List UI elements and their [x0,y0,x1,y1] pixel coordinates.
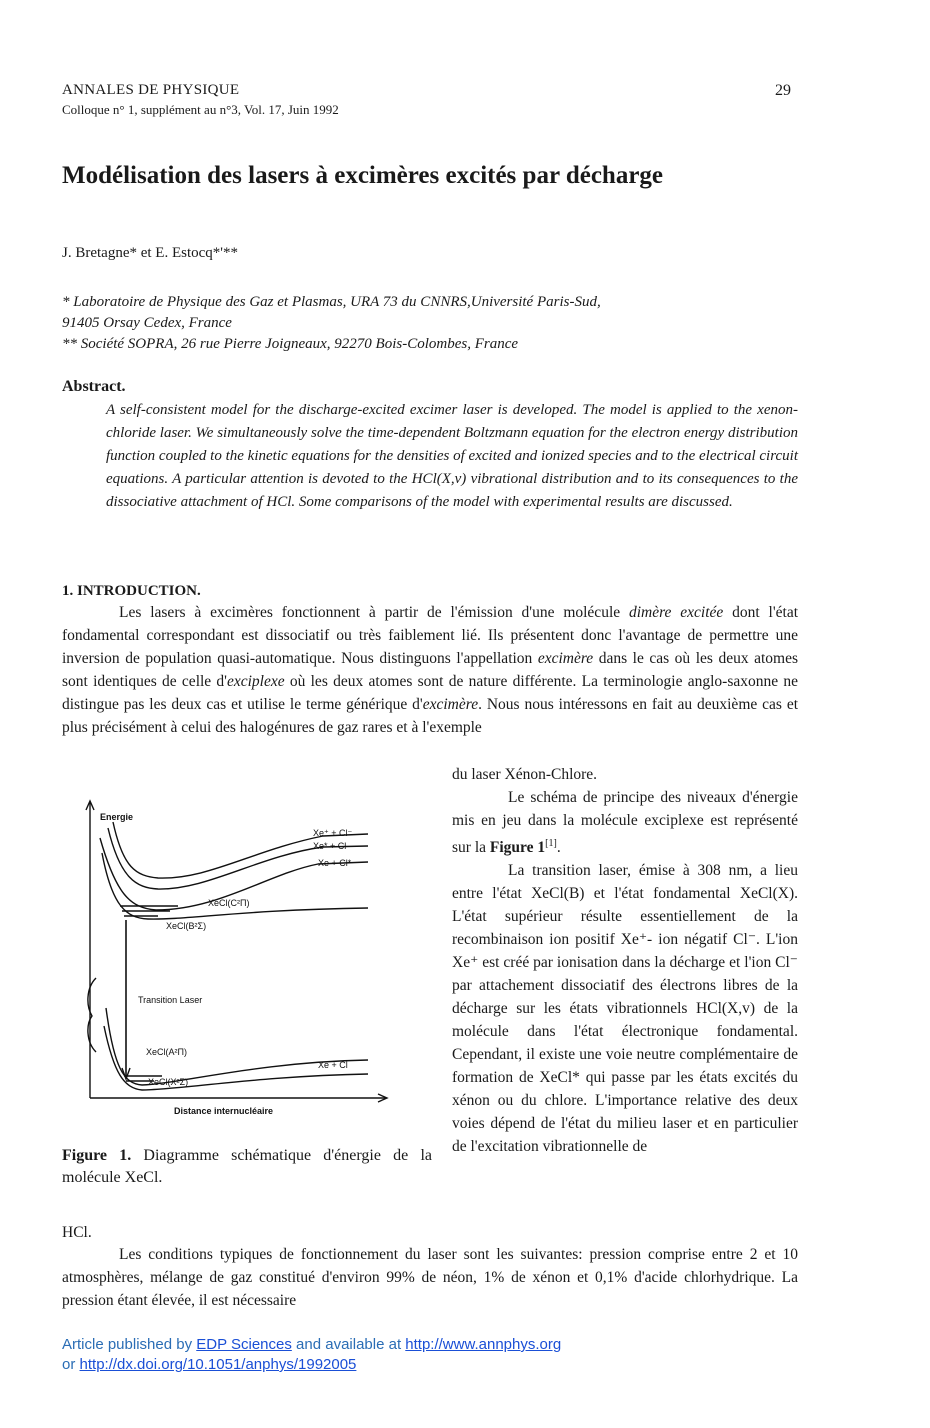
affiliation-line: * Laboratoire de Physique des Gaz et Plasmas, URA 73 du CNNRS,Université Paris-Sud, [62,294,601,310]
transition-label: Transition Laser [138,995,203,1005]
intro-paragraph: Les lasers à excimères fonctionnent à partir de l'émission d'une molécule dimère excitée dont l'état fondamental correspondant est dissociatif ou très faiblement lié. Ils présentent donc l'avantage de permettre une inversion de population quasi-automatique. Nous distinguons l'appellation excimère dans le cas où les deux atomes sont identiques de celle d'exciplexe où les deux atomes sont de nature différente. La terminologie anglo-saxonne ne distingue pas les deux cas et utilise le terme générique d'excimère. Nous nous intéressons en fait au deuxième cas et plus précisément à celui des halogénures de gaz rares et à l'exemple [62,604,799,736]
level-label: Xe + Cl* [318,858,352,868]
right-column-text: du laser Xénon-Chlore. Le schéma de principe des niveaux d'énergie mis en jeu dans la molécule exciplexe est représenté sur la Figure 1[1]. La transition laser, émise à 308 nm, a lieu entre l'état XeCl(B) et l'état fondamental XeCl(X). L'état supérieur résulte essentiellement de la recombinaison ion positif Xe⁺- ion négatif Cl⁻. L'ion Xe⁺ est créé par ionisation dans la décharge et l'ion Cl⁻ par attachement dissociatif des électrons libres de la décharge sur les états vibrationnels HCl(X,v) de la molécule dans l'état électronique fondamental. Cependant, il existe une voie neutre complémentaire de formation de XeCl* qui passe par les états excités du xénon ou du chlore. L'importance relative des deux voies dépend de l'état du milieu laser et en particulier de l'excitation vibrationnelle de [452,766,798,1156]
level-label: XeCl(A²Π) [146,1047,188,1057]
axis-y-label: Energie [100,812,134,822]
brace [88,978,96,1052]
publication-footer: Article published by EDP Sciences and available at http://www.annphys.org or http://dx.doi.org/10.1051/anphys/1992005 [62,1336,562,1373]
annphys-link[interactable]: http://www.annphys.org [405,1336,562,1353]
paragraph-continuation: HCl. [62,1224,92,1241]
level-label: XeCl(C²Π) [208,898,250,908]
journal-issue: Colloque n° 1, supplément au n°3, Vol. 17, Juin 1992 [62,102,339,117]
affiliation-line: 91405 Orsay Cedex, France [62,315,232,331]
doi-link[interactable]: http://dx.doi.org/10.1051/anphys/1992005 [79,1356,357,1373]
level-label: Xe⁺ + Cl⁻ [313,828,353,838]
axis-x-label: Distance internucléaire [174,1106,274,1116]
figure-reference: Figure 1 [489,839,546,857]
abstract-text: A self-consistent model for the discharge-excited excimer laser is developed. The model is applied to the xenon-chloride laser. We simultaneously solve the time-dependent Boltzmann equation for the electron energy distribution function coupled to the kinetic equations for the densities of excited and ionized species and to the electrical circuit equations. A particular attention is devoted to the HCl(X,v) vibrational distribution and to its consequences to the dissociative attachment of HCl. Some comparisons of the model with experimental results are discussed. [106,402,798,510]
level-label: Xe* + Cl [313,841,347,851]
energy-diagram [78,798,408,1138]
figure-caption: Figure 1. Diagramme schématique d'énergie de la molécule XeCl. [62,1147,433,1186]
journal-name: ANNALES DE PHYSIQUE [62,82,240,98]
authors: J. Bretagne* et E. Estocq*'** [62,245,238,261]
page-number: 29 [775,82,791,99]
conditions-paragraph: Les conditions typiques de fonctionnement du laser sont les suivantes: pression comprise entre 2 et 10 atmosphères, mélange de gaz constitué d'environ 99% de néon, 1% de xénon et 0,1% d'acide chlorhydrique. La pression étant élevée, il est nécessaire [62,1246,798,1309]
abstract-heading: Abstract. [62,378,126,395]
level-label: XeCl(X²Σ) [148,1077,189,1087]
edp-sciences-link[interactable]: EDP Sciences [196,1336,292,1353]
level-label: Xe + Cl [318,1060,348,1070]
level-label: XeCl(B²Σ) [166,921,207,931]
paper-title: Modélisation des lasers à excimères excités par décharge [62,162,664,189]
citation: [1] [545,838,557,849]
affiliation-line: ** Société SOPRA, 26 rue Pierre Joigneaux, 92270 Bois-Colombes, France [62,336,519,352]
section-heading: 1. INTRODUCTION. [62,583,201,599]
